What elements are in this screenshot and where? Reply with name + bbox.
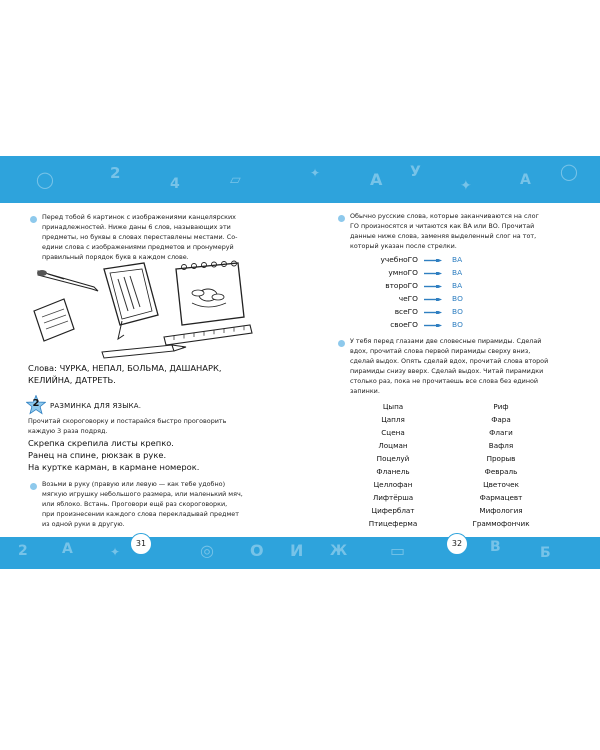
page-number-right	[446, 533, 468, 555]
pyramid-word: Флаги	[489, 428, 513, 437]
text-line: Обычно русские слова, которые заканчиваются на слог	[350, 212, 539, 220]
bullet-icon	[338, 340, 345, 347]
syllable-row	[374, 281, 484, 293]
pyramid-word: Граммофончик	[472, 519, 530, 528]
text-line: из одной руки в другую.	[42, 520, 125, 528]
decor-letter: А	[370, 170, 383, 189]
text-line: едини слова с изображениями предметов и пронумеруй	[42, 243, 234, 251]
text-line: сделай выдох. Опять сделай вдох, прочитай слова второй	[350, 357, 549, 365]
pyramid-word: Цыпа	[382, 402, 404, 411]
exercise-number: 2	[32, 398, 40, 409]
pyramid-word: Поцелуй	[376, 454, 410, 463]
arrow-right-icon	[424, 311, 442, 314]
arrow-right-icon	[424, 272, 442, 275]
bullet-icon	[30, 216, 37, 223]
text-line: при произнесении каждого слова перекладывай предмет	[42, 510, 239, 518]
decor-star: ✦	[460, 178, 472, 194]
decor-star: ✦	[310, 166, 321, 180]
text-line: Перед тобой 6 картинок с изображениями канцелярских	[42, 213, 236, 221]
text-line: Слова: ЧУРКА, НЕПАЛ, БОЛЬМА, ДАШАНАРК,	[28, 363, 222, 373]
syllable-result: ВО	[452, 307, 463, 316]
exercise-number-badge	[26, 395, 46, 415]
decor-letter: В	[490, 539, 501, 555]
pyramid-word: Цапля	[381, 415, 405, 424]
decor-letter: О	[250, 541, 264, 560]
pyramid-word: Лоцман	[378, 441, 408, 450]
text-line: Прочитай скороговорку и постарайся быстро проговорить	[28, 417, 227, 425]
arrow-right-icon	[424, 259, 442, 262]
decor-letter: А	[62, 541, 73, 557]
pyramid-word: Прорыв	[486, 454, 516, 463]
decor-circle: ◯	[560, 162, 578, 181]
syllable-row	[374, 294, 484, 306]
text-line: КЕЛИЙНА, ДАТРЕТЬ.	[28, 375, 116, 385]
pyramid-word: Фармацевт	[479, 493, 523, 502]
bullet-icon	[30, 483, 37, 490]
arrow-right-icon	[424, 285, 442, 288]
pyramid-word: Сцена	[381, 428, 405, 437]
pen-icon	[34, 265, 104, 295]
decor-circle: ◎	[200, 541, 214, 560]
pyramid-word: Целлофан	[373, 480, 413, 489]
sketchbook-icon	[168, 259, 248, 329]
pyramid-word: Цветочек	[483, 480, 519, 489]
decor-letter: 2	[18, 543, 28, 559]
syllable-result: ВО	[452, 294, 463, 303]
notebook-icon	[28, 295, 78, 345]
decor-book: ▱	[230, 172, 241, 188]
decor-letter: У	[410, 164, 421, 180]
syllable-row	[374, 307, 484, 319]
text-line: который указан после стрелки.	[350, 242, 457, 250]
text-line: данные ниже слова, заменяя выделенный слог на тот,	[350, 232, 537, 240]
pyramid-word: Мифология	[479, 506, 523, 515]
decor-letter: Ж	[330, 543, 348, 559]
bullet-icon	[338, 215, 345, 222]
tongue-twister: Ранец на спине, рюкзак в руке.	[28, 450, 167, 460]
syllable-result: ВА	[452, 255, 463, 264]
text-line: пирамиды снизу вверх. Сделай выдох. Читай пирамидки	[350, 367, 544, 375]
text-line: мягкую игрушку небольшого размера, или маленький мяч,	[42, 490, 243, 498]
decor-letter: 4	[170, 176, 180, 192]
syllable-word: чеГО	[398, 294, 418, 303]
pyramid-word: Вафля	[488, 441, 514, 450]
pyramid-word: Птицеферма	[368, 519, 418, 528]
tongue-twister: На куртке карман, в кармане номерок.	[28, 462, 200, 472]
decor-letter: И	[290, 541, 304, 560]
text-line: Возьми в руку (правую или левую — как тебе удобно)	[42, 480, 226, 488]
syllable-word: умноГО	[388, 268, 418, 277]
left-page	[20, 203, 300, 537]
pyramid-word: Февраль	[484, 467, 518, 476]
pyramid-word: Риф	[493, 402, 509, 411]
page-number-text: 32	[451, 539, 463, 548]
text-line: предметы, но буквы в словах переставлены местами. Со-	[42, 233, 238, 241]
tongue-twister: Скрепка скрепила листы крепко.	[28, 438, 174, 448]
decor-circle: ◯	[36, 170, 54, 189]
text-line: вдох, прочитай слова первой пирамиды сверху вниз,	[350, 347, 531, 355]
syllable-result: ВО	[452, 320, 463, 329]
syllable-word: всеГО	[394, 307, 418, 316]
text-line: или яблоко. Встань. Проговори ещё раз скороговорки,	[42, 500, 228, 508]
arrow-right-icon	[424, 324, 442, 327]
syllable-result: ВА	[452, 281, 463, 290]
decor-star: ✦	[110, 545, 121, 559]
pyramid-word: Фара	[491, 415, 511, 424]
pyramid-word: Циферблат	[371, 506, 415, 515]
syllable-row	[374, 255, 484, 267]
right-page	[320, 203, 588, 537]
text-line: правильный порядок букв в каждом слове.	[42, 253, 189, 261]
page-number-left	[130, 533, 152, 555]
text-line: столько раз, пока не прочитаешь все слова без единой	[350, 377, 539, 385]
header-band	[0, 156, 600, 203]
footer-band	[0, 537, 600, 569]
decor-letter: Б	[540, 545, 551, 561]
pyramid-word: Фланель	[376, 467, 410, 476]
syllable-word: второГО	[385, 281, 418, 290]
pencil-case-icon	[100, 259, 164, 343]
text-line: каждую 3 раза подряд.	[28, 427, 108, 435]
section-heading: РАЗМИНКА ДЛЯ ЯЗЫКА.	[50, 402, 142, 410]
syllable-row	[374, 268, 484, 280]
page-number-text: 31	[135, 539, 147, 548]
text-line: принадлежностей. Ниже даны 6 слов, называющих эти	[42, 223, 231, 231]
arrow-right-icon	[424, 298, 442, 301]
syllable-word: своеГО	[390, 320, 418, 329]
decor-book: ▭	[390, 541, 406, 560]
text-line: У тебя перед глазами две словесные пирамиды. Сделай	[350, 337, 542, 345]
text-line: запинки.	[350, 387, 380, 395]
decor-letter: 2	[110, 164, 121, 182]
pyramid-word: Лифтёрша	[372, 493, 414, 502]
syllable-result: ВА	[452, 268, 463, 277]
pencil-icon	[98, 343, 190, 359]
decor-letter: А	[520, 172, 531, 188]
syllable-row	[374, 320, 484, 332]
text-line: ГО произносятся и читаются как ВА или ВО. Прочитай	[350, 222, 535, 230]
syllable-word: учебноГО	[380, 255, 418, 264]
